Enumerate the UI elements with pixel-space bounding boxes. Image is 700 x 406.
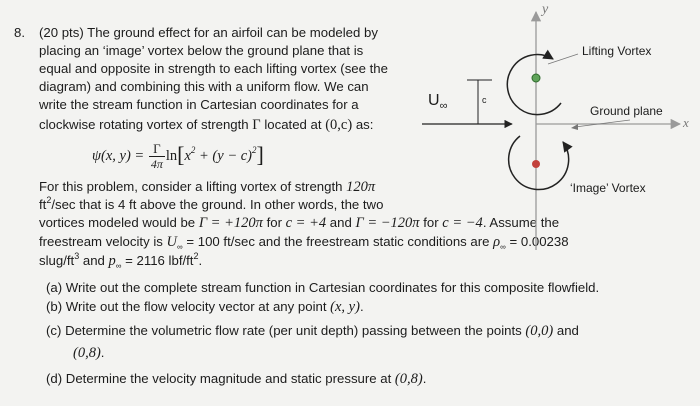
- part-b-text: Write out the flow velocity vector at any point: [65, 299, 331, 314]
- part-d-text: Determine the velocity magnitude and static pressure at: [65, 371, 395, 386]
- freestream-velocity-sub: ∞: [177, 242, 183, 252]
- para2-line3-e: . Assume the: [482, 215, 560, 230]
- c-positive: c = +4: [285, 215, 327, 231]
- ft3-exp: 3: [74, 250, 80, 261]
- part-c-math: (0,0): [525, 323, 554, 339]
- para2-line1-a: For this problem, consider a lifting vortex of strength: [39, 179, 347, 194]
- equation-ln: ln: [165, 148, 178, 164]
- freestream-symbol: U: [428, 92, 440, 109]
- para2-line5-b: and: [79, 253, 109, 268]
- freestream-velocity-symbol: U: [166, 234, 178, 250]
- equation-bracket-left: [: [177, 142, 185, 167]
- vortex-strength: 120π: [346, 179, 376, 195]
- para2-line4-c: = 0.00238: [505, 234, 569, 249]
- equation-x: x: [184, 148, 191, 164]
- para2-line3-c: and: [326, 215, 356, 230]
- part-d-label: (d): [46, 371, 63, 386]
- gamma-symbol: Γ: [252, 117, 261, 133]
- part-c-label: (c): [46, 323, 62, 338]
- para2-line4-b: = 100 ft/sec and the freestream static conditions are: [182, 234, 494, 249]
- image-vortex-dot: [532, 160, 540, 168]
- density-symbol: ρ: [493, 234, 501, 250]
- equation-num: Γ: [149, 142, 165, 157]
- line6-b: located at: [260, 117, 326, 132]
- problem-number: 8.: [14, 25, 25, 40]
- part-c-text: Determine the volumetric flow rate (per unit depth) passing between the points: [65, 323, 526, 338]
- para2-line3-a: vortices modeled would be: [39, 215, 199, 230]
- part-a-label: (a): [46, 280, 63, 295]
- part-b-end: .: [359, 299, 364, 314]
- gamma-negative: Γ = −120π: [355, 215, 420, 231]
- ft2-exp-b: 2: [193, 250, 199, 261]
- para2-line3-d: for: [419, 215, 443, 230]
- intro-line-2: placing an ‘image’ vortex below the ground plane that is: [39, 43, 364, 58]
- intro-line-1: (20 pts) The ground effect for an airfoil can be modeled by: [39, 25, 378, 40]
- equation-plus: + (y − c): [195, 148, 252, 164]
- part-d-math: (0,8): [394, 371, 423, 387]
- part-c-end: .: [100, 345, 105, 360]
- x-axis-label: x: [683, 115, 689, 130]
- line6-a: clockwise rotating vortex of strength: [39, 117, 253, 132]
- image-vortex-label: ‘Image’ Vortex: [570, 181, 646, 195]
- para2-line5-d: .: [198, 253, 203, 268]
- pressure-symbol: p: [108, 253, 116, 269]
- part-c-mid: and: [553, 323, 579, 338]
- ground-plane-leader-head: [571, 124, 578, 130]
- para2-line4-a: freestream velocity is: [39, 234, 167, 249]
- c-negative: c = −4: [442, 215, 483, 231]
- line6-c: as:: [352, 117, 374, 132]
- y-axis-label: y: [542, 2, 549, 17]
- para2-line2-a: ft: [39, 197, 47, 212]
- lifting-vortex-circle: [507, 55, 561, 115]
- lifting-vortex-label: Lifting Vortex: [582, 44, 652, 58]
- intro-line-4: diagram) and combining this with a uniform flow. We can: [39, 79, 369, 94]
- equation-bracket-right: ]: [256, 142, 264, 167]
- part-b-label: (b): [46, 299, 63, 314]
- density-sub: ∞: [500, 242, 506, 252]
- pressure-sub: ∞: [115, 261, 122, 271]
- equation-yc-exp: 2: [252, 145, 257, 156]
- part-c-math2: (0,8): [73, 345, 101, 361]
- vortex-location: (0,c): [325, 117, 353, 133]
- part-a-text: Write out the complete stream function in Cartesian coordinates for this composite flowfield.: [65, 280, 600, 295]
- para2-line2-b: /sec that is 4 ft above the ground. In other words, the two: [51, 197, 384, 212]
- para2-line5-a: slug/ft: [39, 253, 75, 268]
- ft2-exp: 2: [46, 194, 52, 205]
- lifting-vortex-dot: [532, 74, 540, 82]
- freestream-label: [428, 92, 447, 112]
- part-b-math: (x, y): [330, 299, 360, 315]
- c-label: c: [482, 95, 487, 105]
- gamma-positive: Γ = +120π: [198, 215, 263, 231]
- part-d-end: .: [422, 371, 427, 386]
- equation-den: 4π: [150, 157, 163, 172]
- para2-line3-b: for: [262, 215, 286, 230]
- equation-lhs: ψ(x, y) =: [92, 148, 145, 164]
- freestream-subscript: ∞: [439, 100, 448, 113]
- equation-x-exp: 2: [190, 145, 196, 156]
- ground-plane-label: Ground plane: [590, 104, 663, 118]
- intro-line-5: write the stream function in Cartesian coordinates for a: [39, 97, 359, 112]
- para2-line5-c: = 2116 lbf/ft: [121, 253, 194, 268]
- intro-line-3: equal and opposite in strength to each lifting vortex (see the: [39, 61, 388, 76]
